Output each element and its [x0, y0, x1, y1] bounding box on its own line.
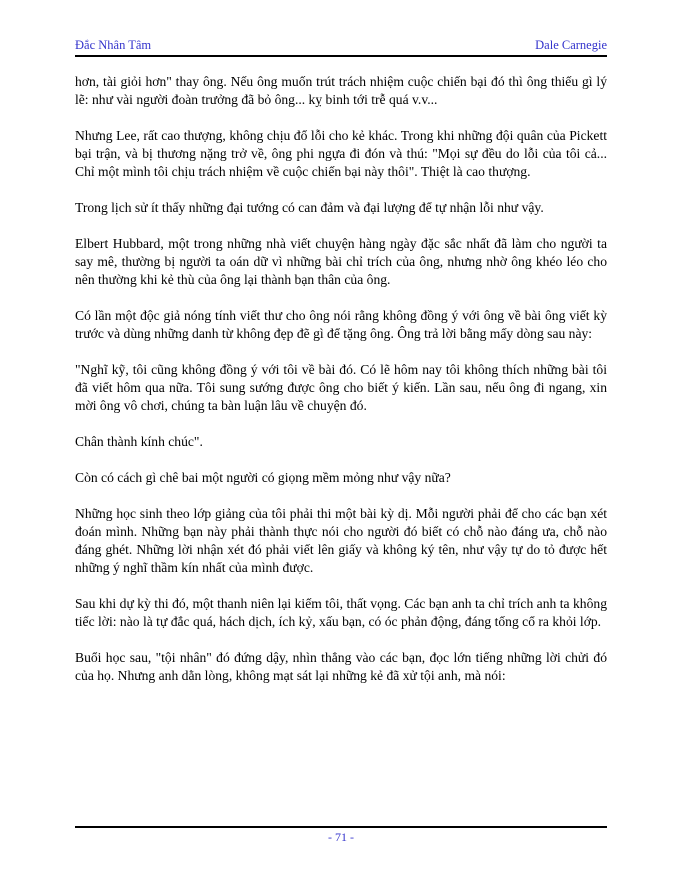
paragraph: Trong lịch sử ít thấy những đại tướng có can đảm và đại lượng để tự nhận lỗi như vậy. [75, 200, 544, 215]
paragraph: Buổi học sau, "tội nhân" đó đứng dậy, nhìn thẳng vào các bạn, đọc lớn tiếng những lời chửi đó của họ. Nhưng anh dằn lòng, không mạt sát lại những kẻ đã xử tội anh, mà nói: [75, 650, 607, 683]
paragraph: Còn có cách gì chê bai một người có giọng mềm mỏng như vậy nữa? [75, 470, 451, 485]
paragraph: Sau khi dự kỳ thi đó, một thanh niên lại kiếm tôi, thất vọng. Các bạn anh ta chỉ trích anh ta không tiếc lời: nào là tự đắc quá, hách dịch, ích kỷ, xấu bạn, có óc phản động, đáng tống cổ ra khỏi lớp. [75, 596, 607, 629]
paragraph: hơn, tài giỏi hơn" thay ông. Nếu ông muốn trút trách nhiệm cuộc chiến bại đó thì ông thiếu gì lý lẽ: như vài người đoàn trưởng đã bỏ ông... kỵ binh tới trễ quá v.v... [75, 74, 607, 107]
page-footer [75, 830, 607, 845]
paragraph: "Nghĩ kỹ, tôi cũng không đồng ý với tôi về bài đó. Có lẽ hôm nay tôi không thích những bài tôi đã viết hôm qua nữa. Tôi sung sướng được ông cho biết ý kiến. Lần sau, nếu ông đi ngang, xin mời ông vô chơi, chúng ta bàn luận lâu về chuyện đó. [75, 362, 607, 413]
paragraph: Chân thành kính chúc". [75, 434, 203, 449]
paragraph: Elbert Hubbard, một trong những nhà viết chuyện hàng ngày đặc sắc nhất đã làm cho người ta say mê, thường bị người ta oán dữ vì những bài chỉ trích của ông, nhưng nhờ ông khéo léo cho nên thường khi kẻ thù của ông lại thành bạn thân của ông. [75, 236, 607, 287]
header-author: Dale Carnegie [535, 38, 607, 52]
page-body [75, 73, 607, 703]
footer-rule [75, 826, 607, 828]
header-book-title: Đắc Nhân Tâm [75, 38, 152, 52]
page-header [75, 38, 607, 53]
paragraph: Nhưng Lee, rất cao thượng, không chịu đổ lỗi cho kẻ khác. Trong khi những đội quân của Pickett bại trận, và bị thương nặng trở về, ông phi ngựa đi đón và thú: "Mọi sự đều do lỗi của tôi cả... Chỉ một mình tôi chịu trách nhiệm về cuộc chiến bại này thôi". Thiệt là cao thượng. [75, 128, 607, 179]
paragraph: Những học sinh theo lớp giảng của tôi phải thi một bài kỳ dị. Mỗi người phải để cho các bạn xét đoán mình. Những bạn này phải thành thực nói cho người đó biết có chỗ nào đáng ưa, chỗ nào đáng ghét. Những lời nhận xét đó phải viết lên giấy và không ký tên, như vậy tự do tỏ được hết những ý nghĩ thầm kín nhất của mình được. [75, 506, 607, 575]
page-number: - 71 - [328, 830, 354, 844]
header-rule [75, 55, 607, 57]
paragraph: Có lần một độc giả nóng tính viết thư cho ông nói rằng không đồng ý với ông về bài ông viết kỳ trước và dùng những danh từ không đẹp đẽ gì để tặng ông. Ông trả lời bằng mấy dòng sau này: [75, 308, 607, 341]
